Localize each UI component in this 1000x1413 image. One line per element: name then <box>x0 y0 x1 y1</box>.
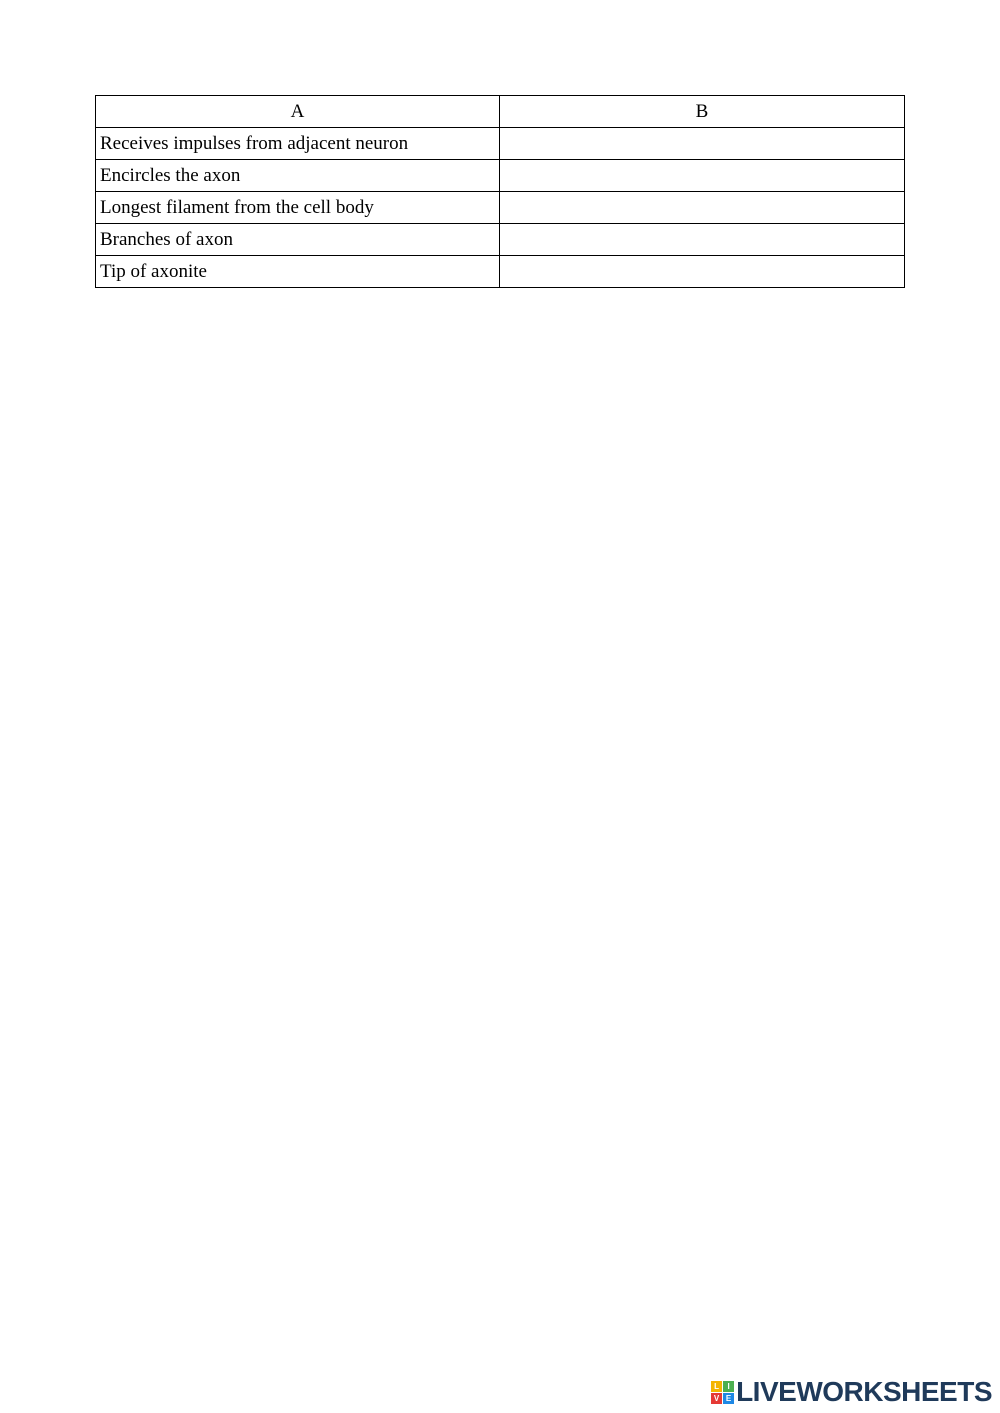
liveworksheets-logo <box>711 1375 992 1409</box>
mark-tile: E <box>723 1393 734 1404</box>
table-header-row <box>96 96 905 128</box>
table-row <box>96 192 905 224</box>
column-a-header: A <box>96 96 500 128</box>
description-cell: Encircles the axon <box>96 160 500 192</box>
answer-cell[interactable] <box>500 192 905 224</box>
description-cell: Longest filament from the cell body <box>96 192 500 224</box>
table-row <box>96 224 905 256</box>
column-b-header: B <box>500 96 905 128</box>
answer-cell[interactable] <box>500 160 905 192</box>
mark-tile: L <box>711 1381 722 1392</box>
brand-name: LIVEWORKSHEETS <box>736 1376 992 1407</box>
answer-cell[interactable] <box>500 224 905 256</box>
description-cell: Tip of axonite <box>96 256 500 288</box>
matching-table <box>95 95 905 288</box>
liveworksheets-mark-icon <box>711 1381 734 1404</box>
answer-cell[interactable] <box>500 128 905 160</box>
description-cell: Receives impulses from adjacent neuron <box>96 128 500 160</box>
answer-cell[interactable] <box>500 256 905 288</box>
description-cell: Branches of axon <box>96 224 500 256</box>
table-row <box>96 128 905 160</box>
table-row <box>96 160 905 192</box>
table-row <box>96 256 905 288</box>
mark-tile: V <box>711 1393 722 1404</box>
mark-tile: I <box>723 1381 734 1392</box>
